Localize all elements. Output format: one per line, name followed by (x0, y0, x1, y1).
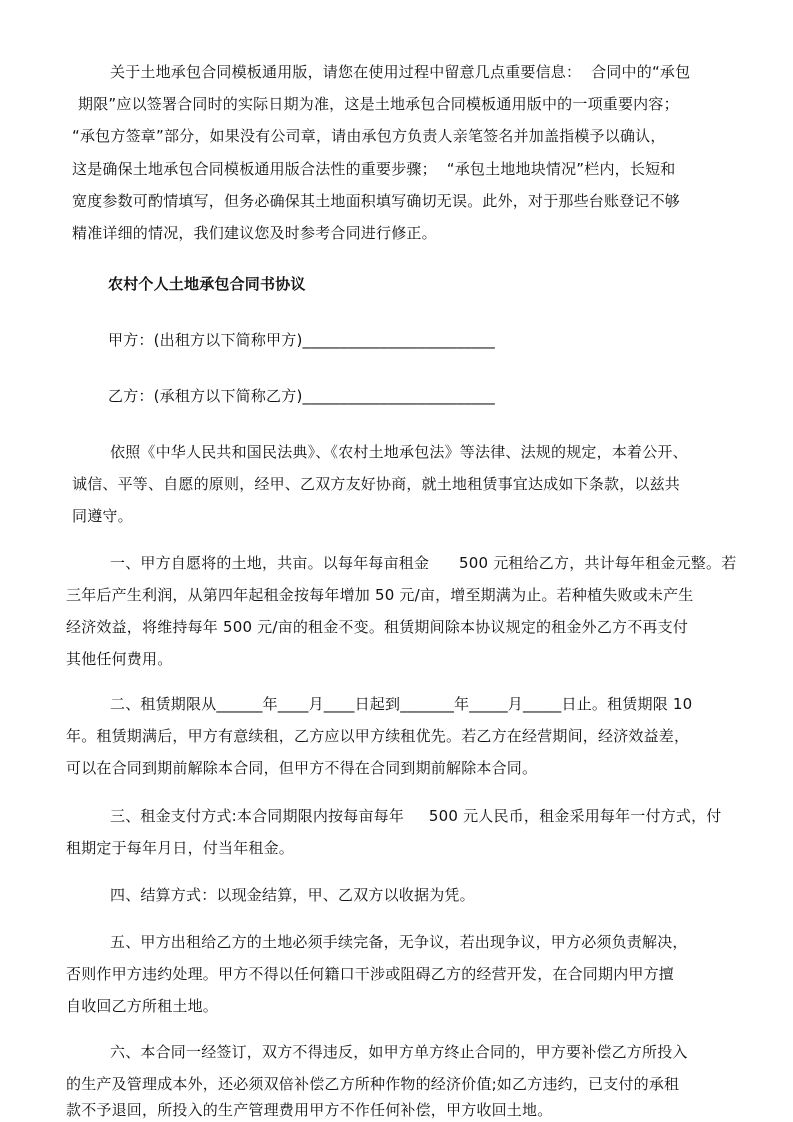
clause-line: 二、租赁期限从______年____月____日起到_______年_____月_____日止。租赁期限 10 (110, 695, 693, 713)
intro-line: 精准详细的情况，我们建议您及时参考合同进行修正。 (72, 224, 437, 242)
clause-line: 六、本合同一经签订，双方不得违反，如甲方单方终止合同的，甲方要补偿乙方所投入 (110, 1043, 688, 1061)
clause-line: 三年后产生利润，从第四年起租金按每年增加 50 元/亩，增至期满为止。若种植失败或未产生 (66, 586, 694, 604)
intro-line: 宽度参数可酌情填写，但务必确保其土地面积填写确切无误。此外，对于那些台账登记不够 (72, 192, 681, 210)
clause-line: 自收回乙方所租土地。 (66, 997, 219, 1015)
intro-line: 这是确保土地承包合同模板通用版合法性的重要步骤； “承包土地地块情况”栏内，长短和 (72, 160, 676, 178)
party-a-line: 甲方：(出租方以下简称甲方)_________________________ (108, 331, 496, 349)
preamble-line: 依照《中华人民共和国民法典》、《农村土地承包法》等法律、法规的规定，本着公开、 (110, 443, 688, 461)
clause-line: 的生产及管理成本外，还必须双倍补偿乙方所种作物的经济价值;如乙方违约，已支付的承租 (66, 1075, 680, 1093)
clause-line: 其他任何费用。 (66, 650, 173, 668)
clause-line: 四、结算方式：以现金结算，甲、乙双方以收据为凭。 (110, 886, 475, 904)
clause-line: 经济效益，将维持每年 500 元/亩的租金不变。租赁期间除本协议规定的租金外乙方不再支付 (66, 618, 689, 636)
preamble-line: 同遵守。 (72, 507, 133, 525)
intro-line: “承包方签章”部分，如果没有公司章，请由承包方负责人亲笔签名并加盖指模予以确认， (72, 127, 666, 145)
party-b-line: 乙方：(承租方以下简称乙方)_________________________ (108, 387, 496, 405)
clause-line: 一、甲方自愿将的土地，共亩。以每年每亩租金 500 元租给乙方，共计每年租金元整。若 (110, 554, 737, 572)
clause-line: 否则作甲方违约处理。甲方不得以任何籍口干涉或阻碍乙方的经营开发，在合同期内甲方擅 (66, 965, 675, 983)
clause-line: 五、甲方出租给乙方的土地必须手续完备，无争议，若出现争议，甲方必须负责解决， (110, 933, 688, 951)
clause-line: 可以在合同到期前解除本合同，但甲方不得在合同到期前解除本合同。 (66, 759, 538, 777)
document-title: 农村个人土地承包合同书协议 (108, 275, 306, 293)
intro-line: 期限”应以签署合同时的实际日期为准，这是土地承包合同模板通用版中的一项重要内容； (78, 95, 679, 113)
clause-line: 租期定于每年月日，付当年租金。 (66, 839, 295, 857)
clause-line: 款不予退回，所投入的生产管理费用甲方不作任何补偿，甲方收回土地。 (66, 1101, 553, 1119)
preamble-line: 诚信、平等、自愿的原则，经甲、乙双方友好协商，就土地租赁事宜达成如下条款，以兹共 (72, 475, 681, 493)
clause-line: 年。租赁期满后，甲方有意续租，乙方应以甲方续租优先。若乙方在经营期间，经济效益差， (66, 727, 690, 745)
intro-line: 关于土地承包合同模板通用版，请您在使用过程中留意几点重要信息： 合同中的“承包 (110, 63, 691, 81)
clause-line: 三、租金支付方式:本合同期限内按每亩每年 500 元人民币，租金采用每年一付方式，付 (110, 807, 722, 825)
